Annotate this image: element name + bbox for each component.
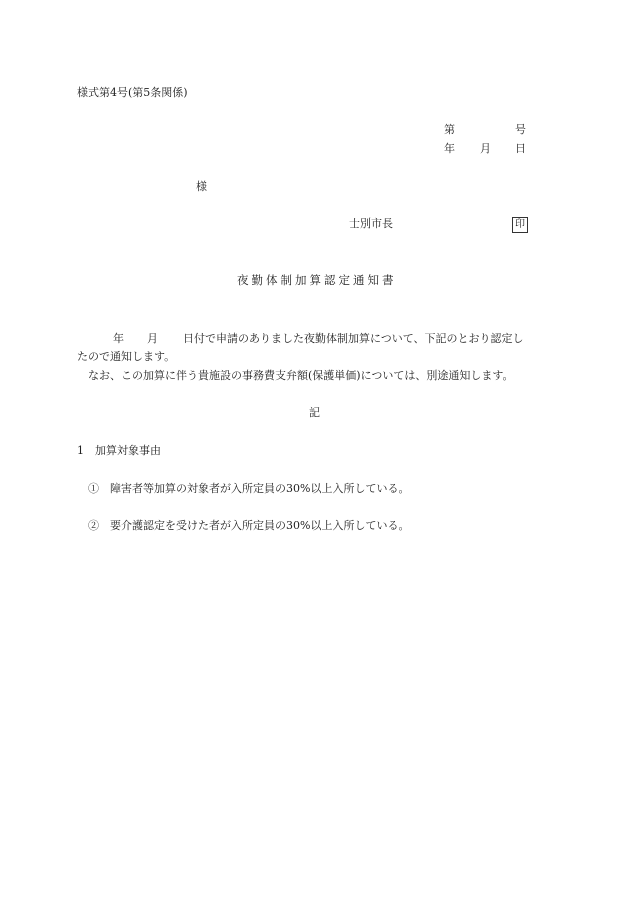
recipient-suffix: 様 bbox=[196, 180, 207, 193]
ki-marker: 記 bbox=[309, 406, 320, 419]
issuer: 士別市長 bbox=[349, 217, 393, 230]
body-line3: なお、この加算に伴う貴施設の事務費支弁額(保護単価)については、別途通知します。 bbox=[88, 369, 514, 382]
seal-stamp: 印 bbox=[512, 217, 528, 233]
form-label: 様式第4号(第5条関係) bbox=[77, 86, 188, 99]
number-dai: 第 bbox=[444, 123, 455, 136]
body-month: 月 bbox=[147, 332, 158, 345]
list-item: ① 障害者等加算の対象者が入所定員の30%以上入所している。 bbox=[88, 482, 410, 495]
date-year: 年 bbox=[444, 142, 455, 155]
body-line2: たので通知します。 bbox=[77, 350, 176, 363]
body-year: 年 bbox=[113, 332, 124, 345]
date-month: 月 bbox=[480, 142, 491, 155]
list-item: ② 要介護認定を受けた者が入所定員の30%以上入所している。 bbox=[88, 519, 410, 532]
document-title: 夜勤体制加算認定通知書 bbox=[237, 273, 397, 287]
number-go: 号 bbox=[515, 123, 526, 136]
body-line1: 日付で申請のありました夜勤体制加算について、下記のとおり認定し bbox=[183, 332, 524, 345]
date-day: 日 bbox=[515, 142, 526, 155]
section-heading: 1 加算対象事由 bbox=[77, 444, 161, 457]
